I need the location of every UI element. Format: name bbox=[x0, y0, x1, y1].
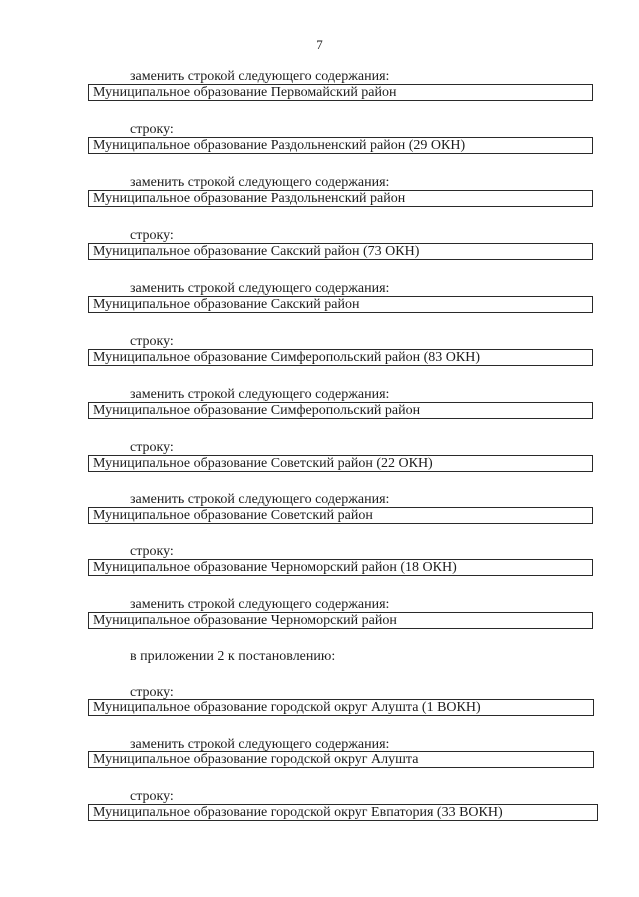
instruction-label: заменить строкой следующего содержания: bbox=[130, 175, 390, 190]
table-row: Муниципальное образование Советский район bbox=[88, 507, 593, 524]
instruction-label: строку: bbox=[130, 789, 174, 804]
table-row: Муниципальное образование городской округ Евпатория (33 ВОКН) bbox=[88, 804, 598, 821]
instruction-label: строку: bbox=[130, 122, 174, 137]
instruction-label: строку: bbox=[130, 685, 174, 700]
table-row: Муниципальное образование Раздольненский район (29 ОКН) bbox=[88, 137, 593, 154]
appendix-note: в приложении 2 к постановлению: bbox=[130, 649, 336, 664]
table-row: Муниципальное образование Симферопольский район (83 ОКН) bbox=[88, 349, 593, 366]
instruction-label: строку: bbox=[130, 544, 174, 559]
instruction-label: заменить строкой следующего содержания: bbox=[130, 69, 390, 84]
instruction-label: строку: bbox=[130, 228, 174, 243]
table-row: Муниципальное образование Черноморский район bbox=[88, 612, 593, 629]
instruction-label: заменить строкой следующего содержания: bbox=[130, 737, 390, 752]
instruction-label: заменить строкой следующего содержания: bbox=[130, 281, 390, 296]
instruction-label: заменить строкой следующего содержания: bbox=[130, 597, 390, 612]
instruction-label: заменить строкой следующего содержания: bbox=[130, 492, 390, 507]
instruction-label: строку: bbox=[130, 334, 174, 349]
table-row: Муниципальное образование Советский район (22 ОКН) bbox=[88, 455, 593, 472]
table-row: Муниципальное образование Сакский район (73 ОКН) bbox=[88, 243, 593, 260]
table-row: Муниципальное образование городской округ Алушта bbox=[88, 751, 594, 768]
table-row: Муниципальное образование Симферопольский район bbox=[88, 402, 593, 419]
table-row: Муниципальное образование Сакский район bbox=[88, 296, 593, 313]
table-row: Муниципальное образование Черноморский район (18 ОКН) bbox=[88, 559, 593, 576]
instruction-label: строку: bbox=[130, 440, 174, 455]
table-row: Муниципальное образование городской округ Алушта (1 ВОКН) bbox=[88, 699, 594, 716]
instruction-label: заменить строкой следующего содержания: bbox=[130, 387, 390, 402]
table-row: Муниципальное образование Раздольненский район bbox=[88, 190, 593, 207]
table-row: Муниципальное образование Первомайский район bbox=[88, 84, 593, 101]
page-number: 7 bbox=[316, 37, 323, 52]
